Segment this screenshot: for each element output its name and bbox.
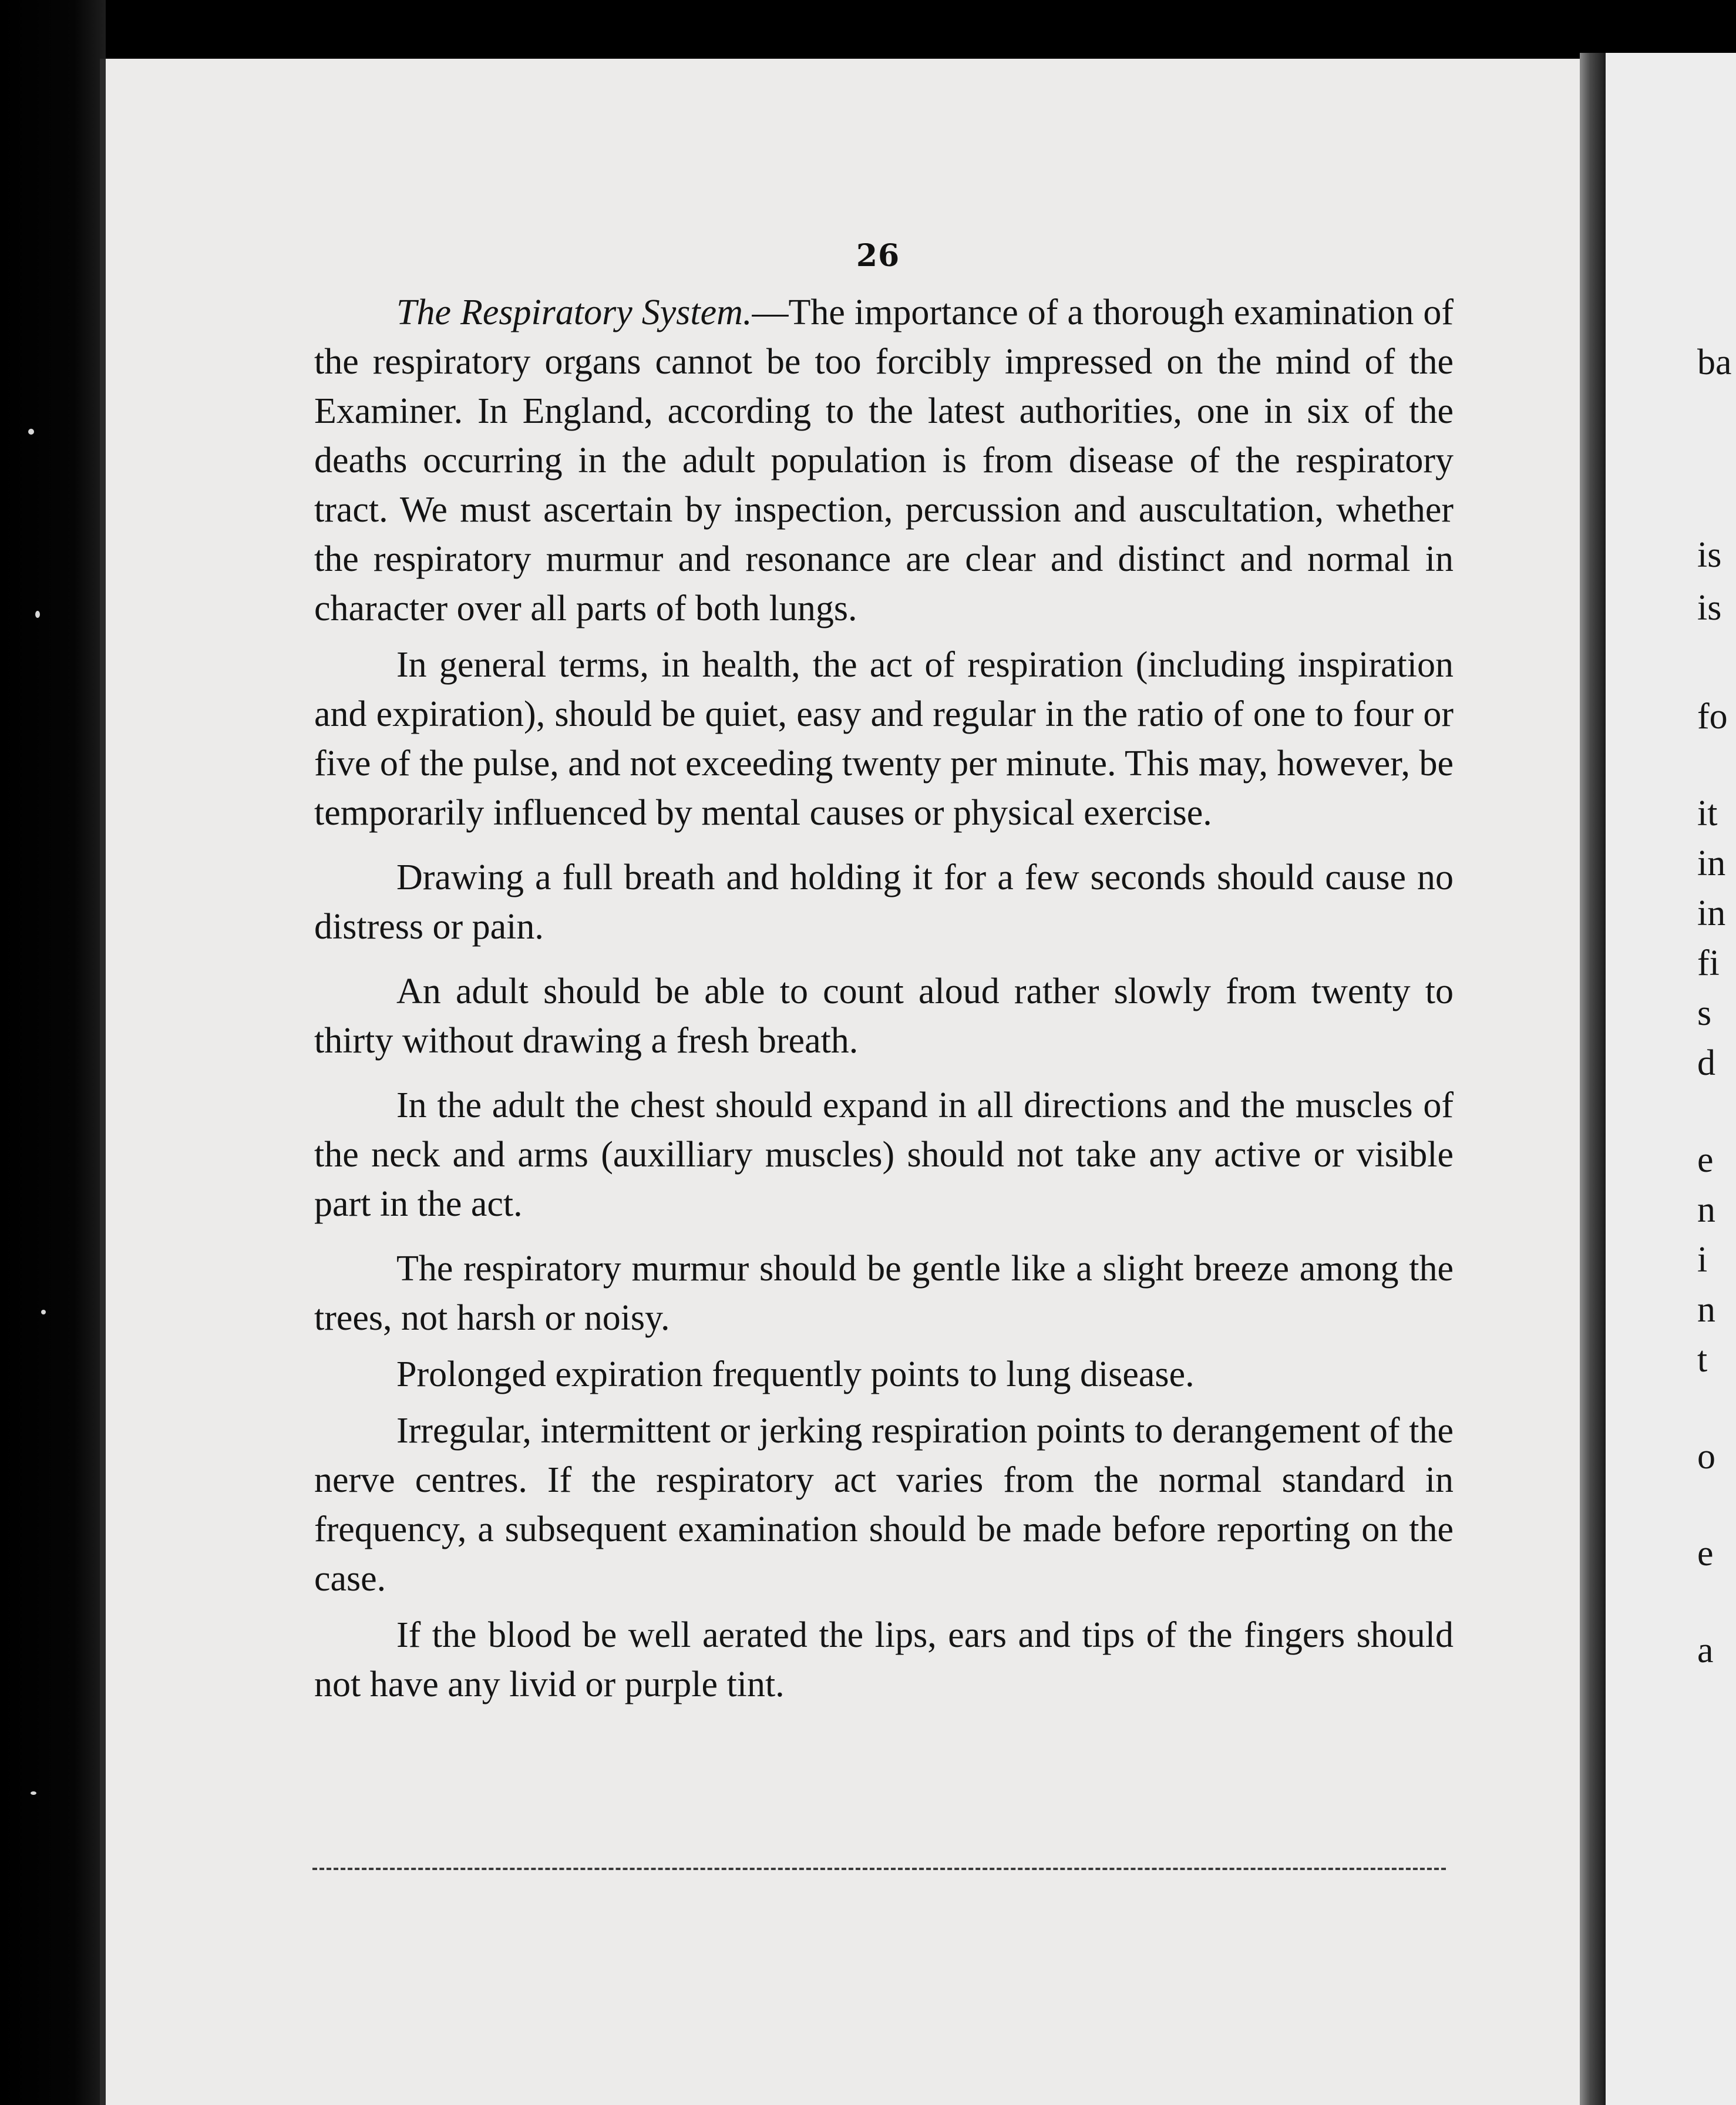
paragraph-count-aloud: An adult should be able to count aloud rather slowly from twenty to thirty without drawing a fresh breath. — [314, 971, 1454, 1061]
facing-page-fragment: e — [1697, 1534, 1714, 1573]
paragraph-full-breath: Drawing a full breath and holding it for a few seconds should cause no distress or pain. — [314, 858, 1454, 947]
facing-page-fragment: e — [1697, 1140, 1714, 1180]
facing-page-fragment: is — [1697, 535, 1722, 575]
paragraph-general-terms: In general terms, in health, the act of respiration (including inspiration and expiration), should be quiet, easy and regular in the ratio of one to four or five of the pulse, and not exceeding twenty per minute. This may, however, be temporarily influenced by mental causes or physical exercise. — [314, 645, 1454, 833]
paragraph-murmur: The respiratory murmur should be gentle like a slight breeze among the trees, not harsh or noisy. — [314, 1249, 1454, 1338]
paragraph-text: —The importance of a thorough examination of the respiratory organs cannot be too forcibly impressed on the mind of the Examiner. In England, according to the latest authorities, one in six of the deaths occurring in the adult population is from disease of the respiratory tract. We must ascertain by inspection, percussion and auscultation, whether the respiratory murmur and resonance are clear and distinct and normal in character over all parts of both lungs. — [314, 292, 1454, 628]
scan-speck — [41, 1310, 46, 1314]
page-body-text — [314, 288, 1454, 1716]
page-number: 26 — [856, 238, 900, 274]
facing-page-fragment: fi — [1697, 943, 1720, 983]
scan-speck — [28, 429, 34, 435]
facing-page-fragment: it — [1697, 793, 1718, 833]
paragraph-respiratory-system — [314, 288, 1454, 633]
section-heading: The Respiratory System. — [396, 292, 752, 332]
facing-page-fragment: a — [1697, 1630, 1714, 1670]
facing-page-fragment: n — [1697, 1290, 1715, 1330]
book-gutter — [1580, 53, 1606, 2105]
facing-page-fragment: fo — [1697, 697, 1728, 737]
scan-speck — [35, 611, 40, 618]
facing-page-fragment: o — [1697, 1437, 1715, 1477]
facing-page-fragment: n — [1697, 1190, 1715, 1230]
paragraph-blood-aerated: If the blood be well aerated the lips, ears and tips of the fingers should not have any livid or purple tint. — [314, 1615, 1454, 1704]
facing-page-fragment: ba — [1697, 342, 1732, 382]
facing-page-fragment: t — [1697, 1340, 1708, 1380]
facing-page-fragment: d — [1697, 1043, 1715, 1083]
paragraph-chest-expand: In the adult the chest should expand in all directions and the muscles of the neck and arms (auxilliary muscles) should not take any active or visible part in the act. — [314, 1085, 1454, 1224]
paragraph-irregular-respiration: Irregular, intermittent or jerking respiration points to derangement of the nerve centres. If the respiratory act varies from the normal standard in frequency, a subsequent examination should be made before reporting on the case. — [314, 1411, 1454, 1599]
facing-page-fragment: s — [1697, 993, 1712, 1033]
facing-page-fragment: i — [1697, 1240, 1708, 1280]
bottom-divider-rule — [312, 1868, 1446, 1870]
facing-page-fragment: is — [1697, 588, 1722, 628]
scan-speck — [31, 1791, 36, 1795]
book-edge-shadow — [0, 0, 106, 2105]
facing-page-fragment: in — [1697, 893, 1726, 933]
facing-page-fragment: in — [1697, 843, 1726, 883]
paragraph-prolonged-expiration: Prolonged expiration frequently points to lung disease. — [396, 1354, 1195, 1394]
